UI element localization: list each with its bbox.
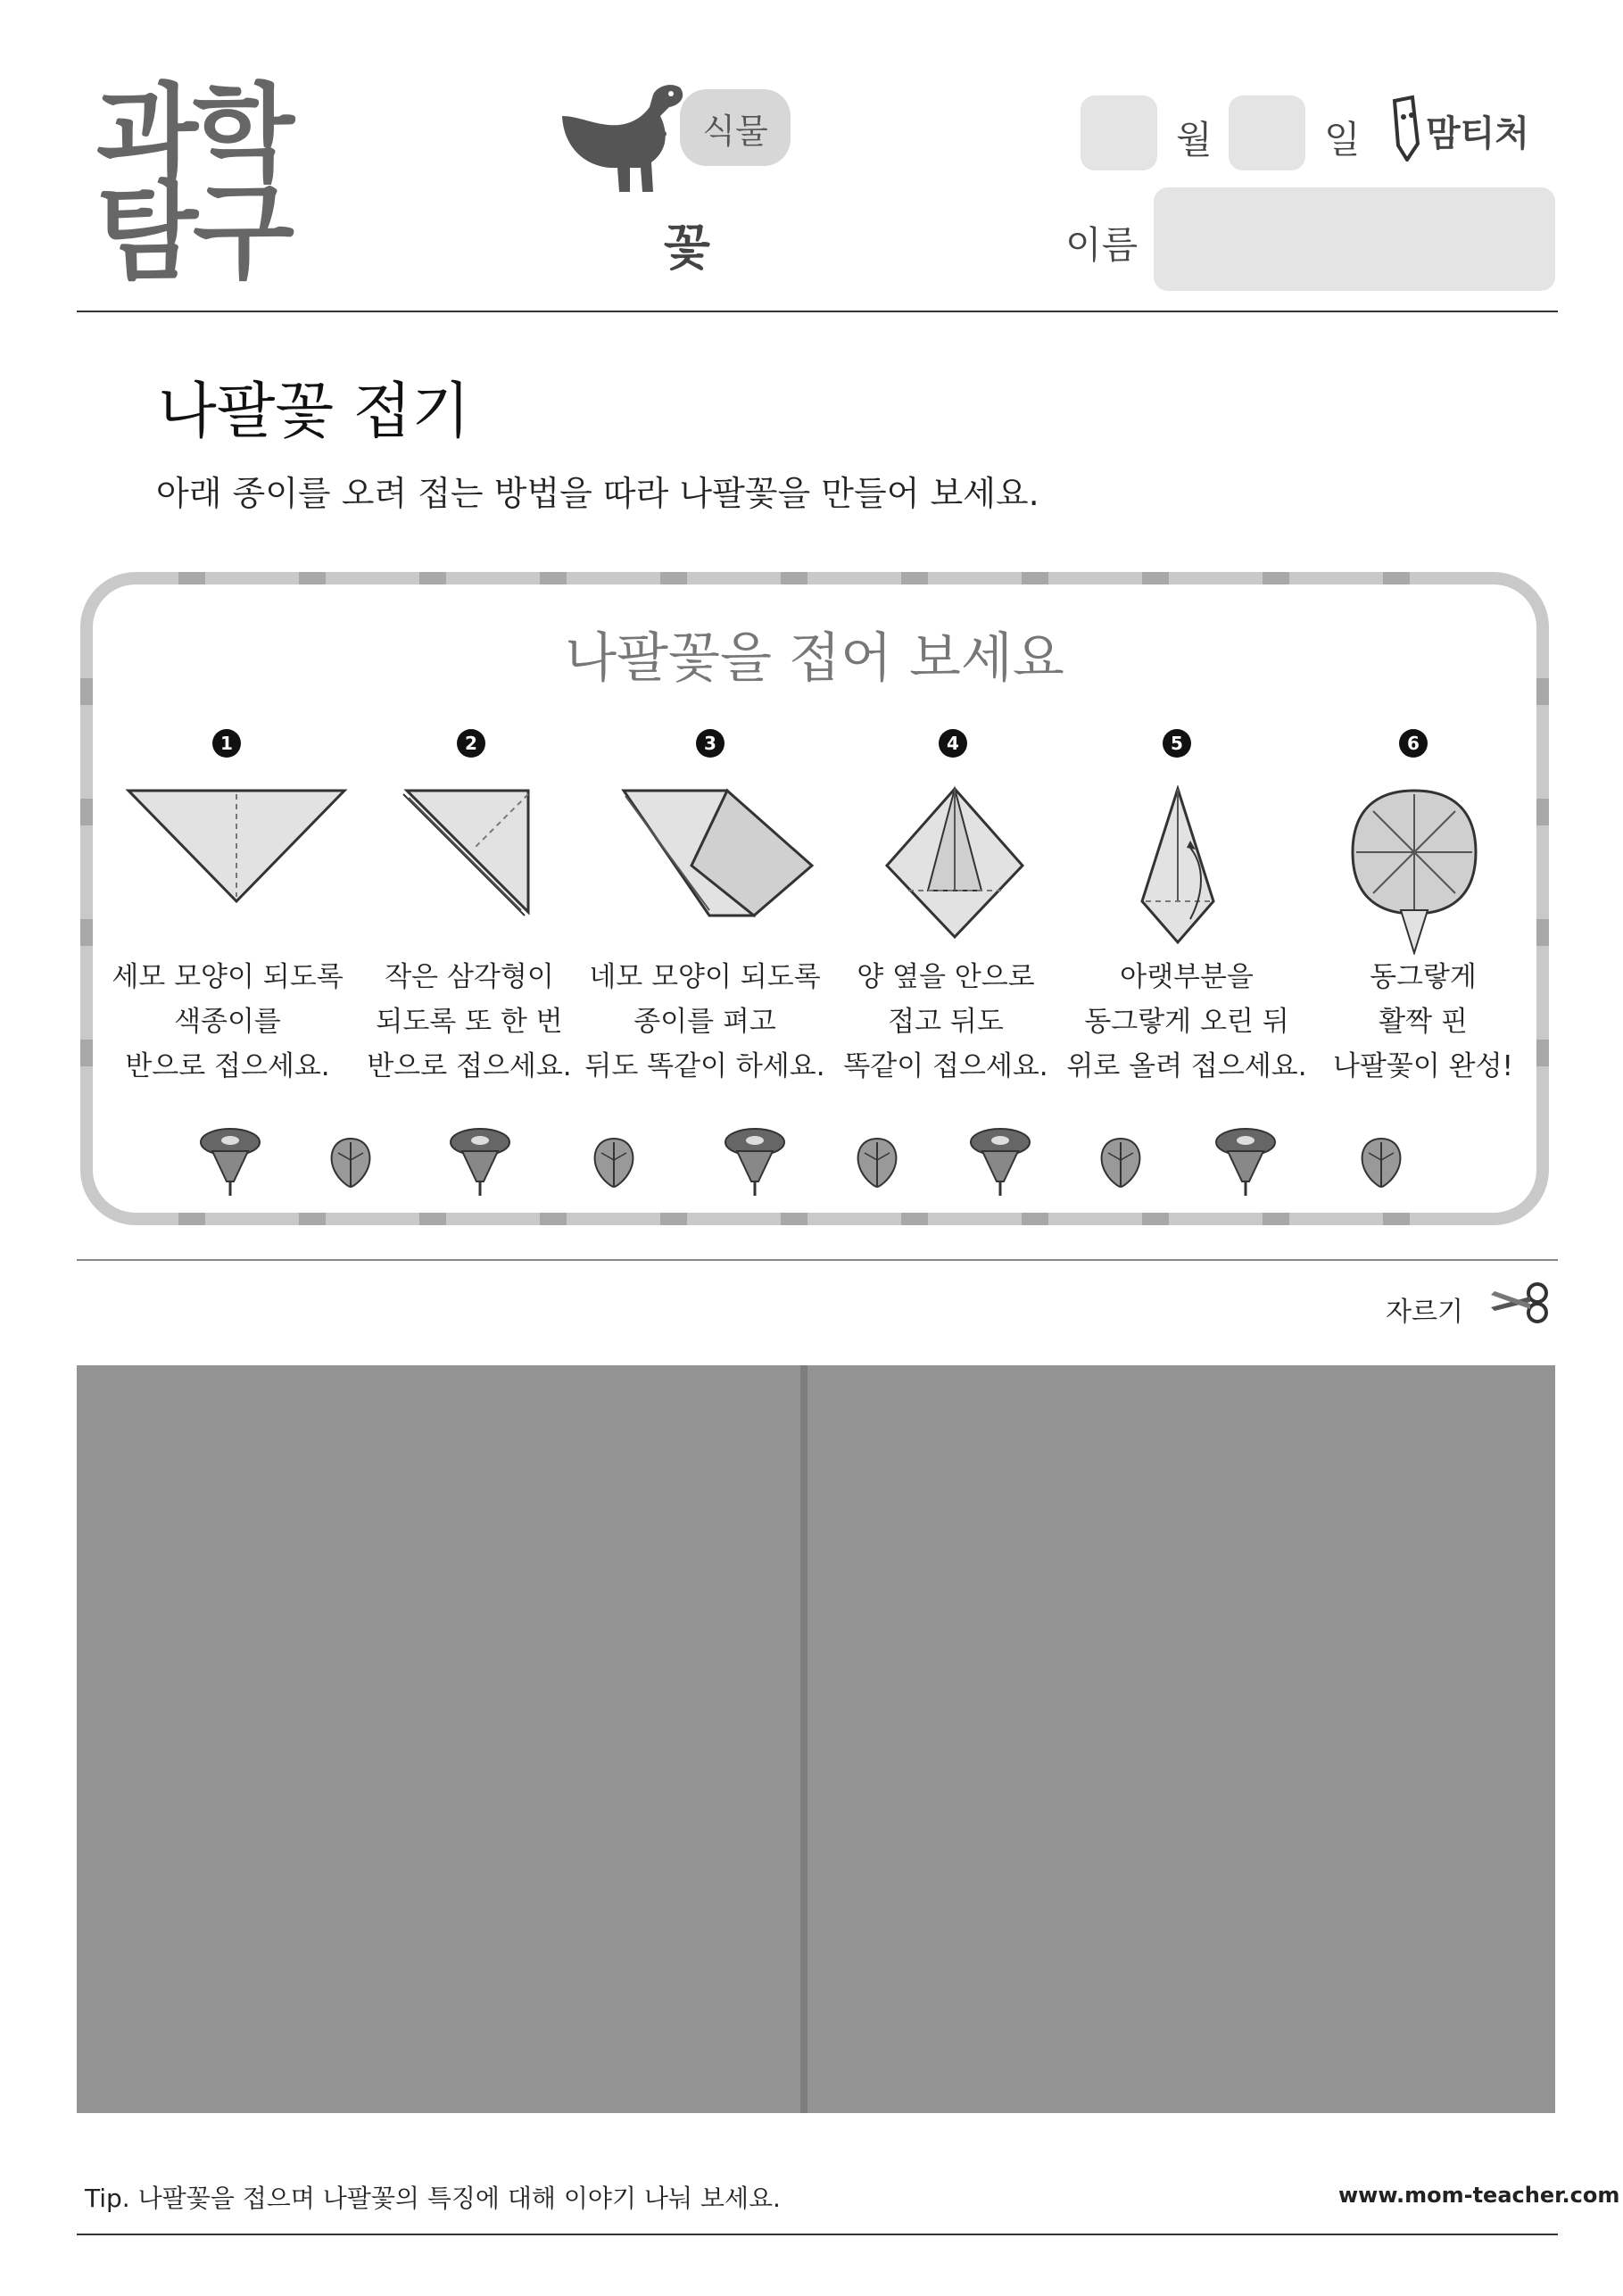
frame-dash bbox=[1263, 572, 1289, 584]
category-badge: 식물 bbox=[680, 89, 791, 166]
footer-tip: Tip. 나팔꽃을 접으며 나팔꽃의 특징에 대해 이야기 나눠 보세요. bbox=[85, 2184, 781, 2213]
name-input[interactable] bbox=[1154, 187, 1555, 291]
frame-dash bbox=[781, 1213, 807, 1225]
leaf-icon bbox=[589, 1133, 639, 1190]
frame-dash bbox=[80, 799, 93, 825]
fold-step-3-diagram bbox=[620, 785, 816, 919]
cut-line bbox=[800, 1365, 807, 2113]
dinosaur-icon bbox=[555, 80, 689, 196]
morning-glory-icon bbox=[968, 1126, 1032, 1198]
morning-glory-icon bbox=[448, 1126, 512, 1198]
cut-label: 자르기 bbox=[1386, 1297, 1463, 1328]
step-description: 네모 모양이 되도록 종이를 펴고 뒤도 똑같이 하세요. bbox=[584, 961, 825, 1082]
step-number: 3 bbox=[696, 729, 725, 758]
leaf-icon bbox=[852, 1133, 902, 1190]
footer-website: www.mom-teacher.com bbox=[1338, 2183, 1620, 2208]
logo bbox=[96, 72, 289, 294]
frame-dash bbox=[80, 919, 93, 946]
step-description: 작은 삼각형이 되도록 또 한 번 반으로 접으세요. bbox=[367, 961, 572, 1082]
day-label: 일 bbox=[1324, 118, 1361, 162]
footer-divider bbox=[77, 2234, 1558, 2235]
frame-dash bbox=[1536, 919, 1549, 946]
page-title: 나팔꽃 접기 bbox=[158, 377, 471, 447]
frame-dash bbox=[1383, 1213, 1410, 1225]
frame-dash bbox=[419, 1213, 446, 1225]
leaf-icon bbox=[1096, 1133, 1146, 1190]
step-number: 6 bbox=[1399, 729, 1428, 758]
month-label: 월 bbox=[1176, 118, 1213, 162]
frame-dash bbox=[299, 1213, 326, 1225]
scissors-icon bbox=[1486, 1281, 1553, 1325]
logo-line-2: 탐구 bbox=[96, 170, 289, 294]
fold-step-5-diagram bbox=[1133, 785, 1222, 946]
frame-dash bbox=[178, 572, 205, 584]
origami-paper-left[interactable] bbox=[77, 1365, 804, 2113]
frame-dash bbox=[660, 1213, 687, 1225]
morning-glory-icon bbox=[1213, 1126, 1278, 1198]
leaf-icon bbox=[1356, 1133, 1406, 1190]
header-divider bbox=[77, 311, 1558, 312]
frame-dash bbox=[1142, 572, 1169, 584]
step-number: 1 bbox=[212, 729, 241, 758]
frame-dash bbox=[901, 572, 928, 584]
origami-paper-right[interactable] bbox=[807, 1365, 1555, 2113]
frame-dash bbox=[1142, 1213, 1169, 1225]
frame-dash bbox=[80, 1040, 93, 1066]
fold-step-4-diagram bbox=[883, 785, 1026, 941]
step-description: 세모 모양이 되도록 색종이를 반으로 접으세요. bbox=[112, 961, 344, 1082]
step-description: 아랫부분을 동그랗게 오린 뒤 위로 올려 접으세요. bbox=[1066, 961, 1307, 1082]
frame-dash bbox=[1022, 1213, 1048, 1225]
pencil-mascot-icon bbox=[1386, 94, 1425, 162]
frame-dash bbox=[419, 572, 446, 584]
name-label: 이름 bbox=[1065, 223, 1139, 267]
fold-step-2-diagram bbox=[402, 785, 535, 919]
step-number: 5 bbox=[1163, 729, 1191, 758]
leaf-icon bbox=[326, 1133, 376, 1190]
frame-dash bbox=[178, 1213, 205, 1225]
month-input[interactable] bbox=[1081, 95, 1157, 170]
fold-step-6-diagram bbox=[1347, 785, 1481, 955]
frame-dash bbox=[540, 1213, 567, 1225]
step-description: 양 옆을 안으로 접고 뒤도 똑같이 접으세요. bbox=[843, 961, 1048, 1082]
step-description: 동그랗게 활짝 핀 나팔꽃이 완성! bbox=[1333, 961, 1513, 1082]
section-divider bbox=[77, 1259, 1558, 1261]
step-number: 2 bbox=[457, 729, 485, 758]
morning-glory-icon bbox=[198, 1126, 262, 1198]
frame-dash bbox=[1022, 572, 1048, 584]
frame-dash bbox=[1536, 799, 1549, 825]
frame-dash bbox=[901, 1213, 928, 1225]
logo-line-1: 과학 bbox=[96, 72, 289, 195]
frame-dash bbox=[540, 572, 567, 584]
fold-step-1-diagram bbox=[125, 785, 348, 906]
morning-glory-icon bbox=[723, 1126, 787, 1198]
subject-title: 꽃 bbox=[663, 220, 711, 276]
step-number: 4 bbox=[939, 729, 967, 758]
page-description: 아래 종이를 오려 접는 방법을 따라 나팔꽃을 만들어 보세요. bbox=[156, 474, 1039, 513]
frame-dash bbox=[299, 572, 326, 584]
brand-logo: 맘티처 bbox=[1426, 113, 1529, 154]
day-input[interactable] bbox=[1229, 95, 1305, 170]
frame-dash bbox=[660, 572, 687, 584]
frame-dash bbox=[1263, 1213, 1289, 1225]
frame-dash bbox=[781, 572, 807, 584]
frame-dash bbox=[1383, 572, 1410, 584]
instruction-title: 나팔꽃을 접어 보세요 bbox=[565, 627, 1064, 690]
